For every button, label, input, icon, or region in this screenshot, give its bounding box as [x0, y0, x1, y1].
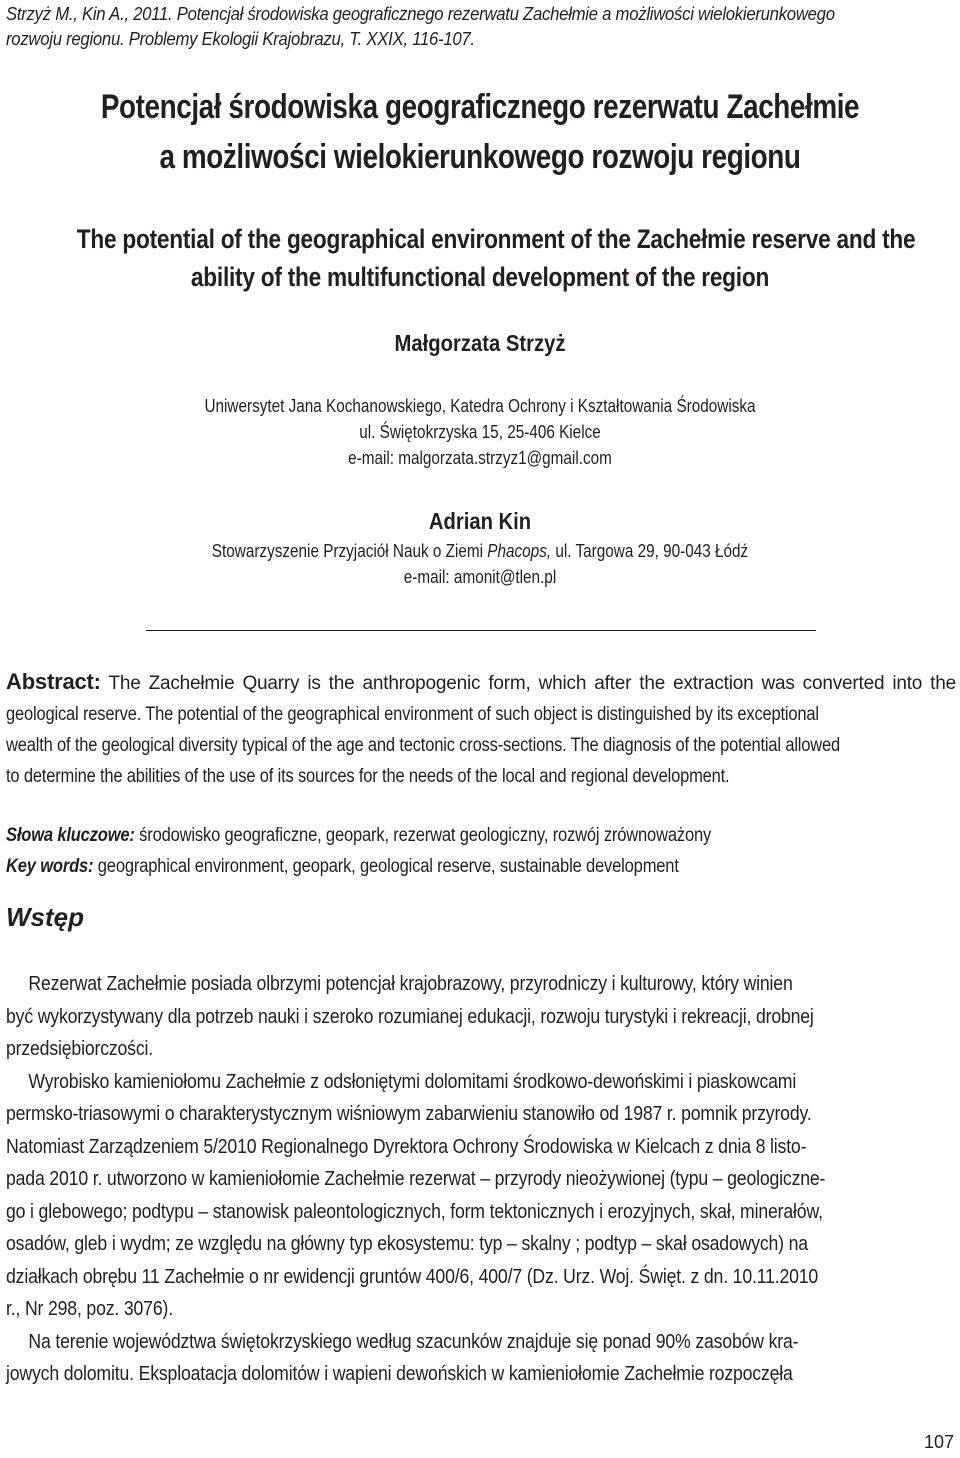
keywords-en-label: Key words:: [6, 856, 94, 877]
body-line: osadów, gleb i wydm; ze względu na główny typ ekosystemu: typ – skalny ; podtyp – skał osadowych) na: [6, 1232, 808, 1255]
keywords: [6, 820, 956, 882]
abstract-line: geological reserve. The potential of the geographical environment of such object is distinguished by its exceptional: [6, 704, 819, 725]
citation-line: rozwoju regionu. Problemy Ekologii Krajobrazu, T. XXIX, 116-107.: [6, 29, 475, 49]
title-line: a możliwości wielokierunkowego rozwoju regionu: [159, 138, 801, 176]
body-line: Na terenie województwa świętokrzyskiego według szacunków znajduje się ponad 90% zasobów kra-: [28, 1329, 799, 1353]
author-name: Adrian Kin: [428, 508, 532, 534]
affiliation-text: Stowarzyszenie Przyjaciół Nauk o Ziemi: [211, 541, 488, 561]
title-line: The potential of the geographical environment of the Zachełmie reserve and the: [76, 224, 916, 254]
abstract-line: to determine the abilities of the use of its sources for the needs of the local and regional development.: [6, 766, 730, 787]
author-affiliation-block-1: [0, 393, 960, 471]
abstract: [6, 666, 956, 792]
body-line: Wyrobisko kamieniołomu Zachełmie z odsłoniętymi dolomitami środkowo-dewońskimi i piaskowcami: [28, 1069, 797, 1093]
section-heading: Wstęp: [6, 902, 84, 932]
body-line: go i glebowego; podtypu – stanowisk paleontologicznych, form tektonicznych i erozyjnych, skał, minerałów,: [6, 1199, 823, 1223]
affiliation-text: ul. Targowa 29, 90-043 Łódź: [551, 541, 749, 561]
title-english: [0, 220, 960, 296]
author-block-2: [0, 508, 960, 535]
body-line: Natomiast Zarządzeniem 5/2010 Regionalnego Dyrektora Ochrony Środowiska w Kielcach z dnia 8 listo-: [6, 1134, 807, 1158]
affiliation-line: Uniwersytet Jana Kochanowskiego, Katedra Ochrony i Kształtowania Środowiska: [204, 396, 756, 416]
body-line: być wykorzystywany dla potrzeb nauki i szeroko rozumianej edukacji, rozwoju turystyki i rekreacji, drobnej: [6, 1004, 814, 1028]
body-line: działkach obrębu 11 Zachełmie o nr ewidencji gruntów 400/6, 400/7 (Dz. Urz. Woj. Święt. z dn. 10.11.2010: [6, 1264, 819, 1288]
affiliation-italic: Phacops,: [487, 541, 552, 561]
body-line: r., Nr 298, poz. 3076).: [6, 1297, 173, 1320]
keywords-en: [6, 851, 833, 882]
abstract-label: Abstract:: [6, 669, 101, 694]
address-line: ul. Świętokrzyska 15, 25-406 Kielce: [359, 422, 601, 442]
body-line: przedsiębiorczości.: [6, 1037, 153, 1060]
abstract-line: [6, 666, 956, 699]
citation-header: [6, 2, 890, 52]
author-affiliation: [72, 538, 888, 590]
body-line: pada 2010 r. utworzono w kamieniołomie Zachełmie rezerwat – przyrody nieożywionej (typu – geologiczne-: [6, 1167, 826, 1190]
separator-rule: [146, 630, 816, 631]
email-line: e-mail: malgorzata.strzyz1@gmail.com: [348, 448, 612, 468]
abstract-text: The Zachełmie Quarry is the anthropogenic form, which after the extraction was converted into the: [108, 673, 956, 694]
affiliation-line: [72, 538, 888, 564]
citation-line: Strzyż M., Kin A., 2011. Potencjał środowiska geograficznego rezerwatu Zachełmie a możliwości wielokierunkowego: [6, 4, 835, 24]
author-affiliation-block-2: [0, 538, 960, 590]
author-affiliation: [72, 393, 888, 471]
body-text: [6, 968, 956, 1391]
body-line: jowych dolomitu. Eksploatacja dolomitów i wapieni dewońskich w kamieniołomie Zachełmie rozpoczęła: [6, 1362, 793, 1385]
body-line: permsko-triasowymi o charakterystycznym wiśniowym zabarwieniu stanowiło od 1987 r. pomnik przyrody.: [6, 1102, 812, 1125]
email-line: e-mail: amonit@tlen.pl: [403, 567, 557, 587]
keywords-pl-text: środowisko geograficzne, geopark, rezerwat geologiczny, rozwój zrównoważony: [134, 825, 712, 846]
page-number: 107: [923, 1432, 954, 1452]
title-line: Potencjał środowiska geograficznego rezerwatu Zachełmie: [100, 88, 860, 126]
abstract-line: wealth of the geological diversity typical of the age and tectonic cross-sections. The diagnosis of the potential allowed: [6, 735, 841, 756]
author-block-1: [0, 330, 960, 357]
title-polish: [0, 82, 960, 182]
body-line: Rezerwat Zachełmie posiada olbrzymi potencjał krajobrazowy, przyrodniczy i kulturowy, który winien: [28, 972, 793, 995]
keywords-pl-label: Słowa kluczowe:: [6, 825, 135, 846]
author-name: Małgorzata Strzyż: [394, 330, 566, 356]
keywords-pl: [6, 820, 833, 851]
keywords-en-text: geographical environment, geopark, geological reserve, sustainable development: [93, 856, 679, 877]
title-line: ability of the multifunctional development of the region: [190, 262, 770, 292]
